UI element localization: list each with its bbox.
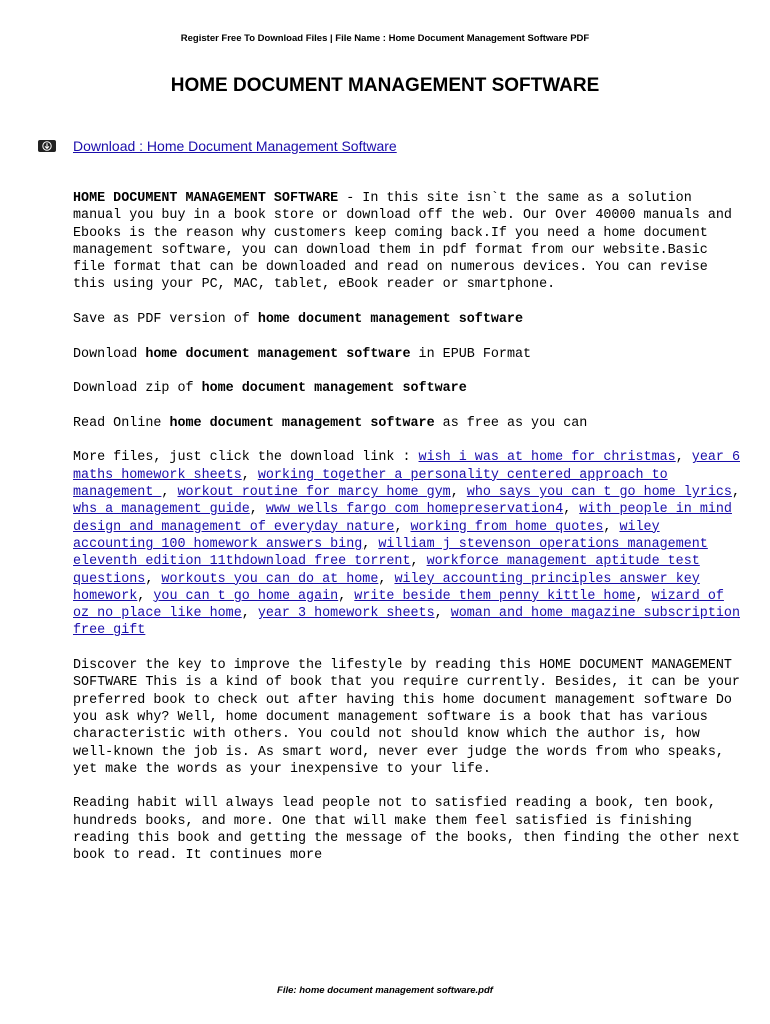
related-file-link[interactable]: workout routine for marcy home gym <box>177 485 451 501</box>
related-file-link[interactable]: woman and home magazine subscription free gift <box>73 606 740 639</box>
online-prefix: Read Online <box>73 415 170 431</box>
epub-bold: home document management software <box>145 346 411 362</box>
save-pdf-bold: home document management software <box>257 312 524 328</box>
related-file-link[interactable]: you can t go home again <box>153 588 339 604</box>
related-file-link[interactable]: wizard of oz no place like home <box>73 588 724 622</box>
save-pdf-prefix: Save as PDF version of <box>73 312 258 328</box>
zip-line <box>73 380 743 397</box>
online-bold: home document management software <box>169 415 435 431</box>
download-link[interactable]: Download : Home Document Management Software <box>73 138 397 154</box>
epub-line <box>73 346 743 363</box>
related-file-link[interactable]: wish i was at home for christmas <box>418 450 676 466</box>
zip-bold: home document management software <box>201 381 467 397</box>
zip-prefix: Download zip of <box>73 381 202 397</box>
related-file-link[interactable]: workforce management aptitude test questions <box>73 554 700 587</box>
related-file-link[interactable]: www wells fargo com homepreservation4 <box>265 502 564 518</box>
page-header: Register Free To Download Files | File Name : Home Document Management Software PDF <box>180 33 590 44</box>
page-footer: File: home document management software.pdf <box>277 985 493 996</box>
save-pdf-line <box>73 311 743 328</box>
related-file-link[interactable]: year 3 homework sheets <box>257 606 435 622</box>
reading-paragraph: Reading habit will always lead people not to satisfied reading a book, ten book, hundreds books, and more. One that will make them feel satisfied is finishing reading this book and getting the message of the books, then finding the other next book to read. It continues more <box>73 796 740 864</box>
related-file-link[interactable]: with people in mind design and management of everyday nature <box>73 502 732 535</box>
related-file-link[interactable]: who says you can t go home lyrics <box>466 485 732 501</box>
intro-text: - In this site isn`t the same as a solution manual you buy in a book store or download off the web. Our Over 40000 manuals and Ebooks is the reason why customers keep coming back.If you need a home document management software, you can download them in pdf format from our website.Basic file format that can be downloaded and read on numerous devices. You can revise this using your PC, MAC, tablet, eBook reader or smartphone. <box>73 191 732 293</box>
related-file-link[interactable]: wiley accounting 100 homework answers bing <box>73 519 660 552</box>
related-file-link[interactable]: working from home quotes <box>410 519 604 535</box>
document-body <box>73 190 743 882</box>
related-file-link[interactable]: working together a personality centered approach to management <box>73 467 668 501</box>
related-file-link[interactable]: year 6 maths homework sheets <box>73 450 740 483</box>
related-file-link[interactable]: william j stevenson operations management eleventh edition 11thdownload free torrent <box>73 536 708 570</box>
download-icon[interactable] <box>38 140 56 152</box>
intro-bold: HOME DOCUMENT MANAGEMENT SOFTWARE <box>73 191 339 206</box>
related-file-link[interactable]: whs a management guide <box>73 502 250 518</box>
intro-paragraph <box>73 190 743 294</box>
related-file-link[interactable]: write beside them penny kittle home <box>354 588 636 604</box>
more-files-prefix: More files, just click the download link : <box>73 450 419 466</box>
related-file-link[interactable]: wiley accounting principles answer key homework <box>73 571 700 604</box>
related-file-link[interactable]: workouts you can do at home <box>161 571 379 587</box>
discover-paragraph: Discover the key to improve the lifestyle by reading this HOME DOCUMENT MANAGEMENT SOFTWARE This is a kind of book that you require currently. Besides, it can be your preferred book to check out after having this home document management software Do you ask why? Well, home document management software is a book that has various characteristic with others. You could not should know which the author is, how well-known the job is. As smart word, never ever judge the words from who speaks, yet make the words as your inexpensive to your life. <box>73 658 740 777</box>
online-line <box>73 415 743 432</box>
more-files-paragraph: More files, just click the download link : wish i was at home for christmas, year 6 maths homework sheets, working together a personality centered approach to management , workout routine for marcy home gym, who says you can t go home lyrics, whs a management guide, www wells fargo com homepreservation4, with people in mind design and management of everyday nature, working from home quotes, wiley accounting 100 homework answers bing, william j stevenson operations management eleventh edition 11thdownload free torrent, workforce management aptitude test questions, workouts you can do at home, wiley accounting principles answer key homework, you can t go home again, write beside them penny kittle home, wizard of oz no place like home, year 3 homework sheets, woman and home magazine subscription free gift <box>73 450 741 639</box>
epub-prefix: Download <box>73 346 146 362</box>
online-suffix: as free as you can <box>434 415 588 431</box>
epub-suffix: in EPUB Format <box>410 346 532 362</box>
page-title: HOME DOCUMENT MANAGEMENT SOFTWARE <box>170 75 600 96</box>
